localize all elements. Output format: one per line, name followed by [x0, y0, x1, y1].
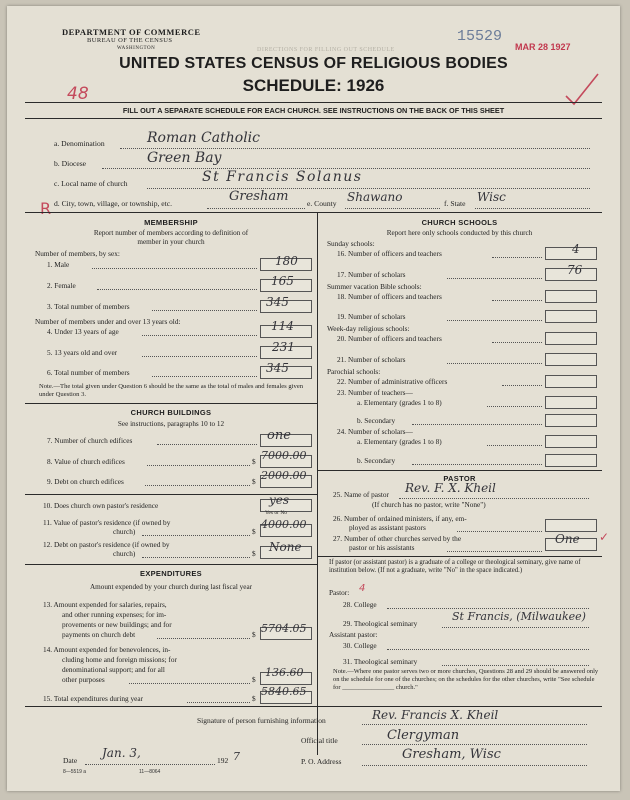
- q24-label: 24. Number of scholars—: [337, 427, 413, 436]
- q17-value: 76: [567, 263, 583, 277]
- q22-label: 22. Number of administrative officers: [337, 377, 448, 386]
- county-line: [345, 208, 440, 209]
- q28-label: 28. College: [343, 600, 377, 609]
- buildings-subtitle: See instructions, paragraphs 10 to 12: [117, 420, 225, 428]
- q11-dollar: $: [252, 527, 256, 536]
- q14-line-4: other purposes: [62, 675, 105, 684]
- date-label: Date: [63, 756, 78, 765]
- q9-leader: [145, 485, 250, 486]
- q11-leader: [142, 535, 250, 536]
- official-title-label: Official title: [301, 736, 338, 745]
- q13-line-1: 13. Amount expended for salaries, repairs,: [43, 600, 167, 609]
- q16-label: 16. Number of officers and teachers: [337, 249, 442, 258]
- faint-show-through-heading: DIRECTIONS FOR FILLING OUT SCHEDULE: [257, 47, 395, 53]
- q27-red-check-icon: ✓: [599, 530, 610, 544]
- q8-value: 7000.00: [261, 449, 307, 462]
- q19-label: 19. Number of scholars: [337, 312, 406, 321]
- q12-label-2: church): [113, 549, 136, 558]
- pastor-red-mark: 4: [359, 583, 366, 594]
- sunday-schools-label: Sunday schools:: [327, 239, 375, 248]
- q8-label: 8. Value of church edifices: [47, 457, 125, 466]
- po-address-value: Gresham, Wisc: [402, 747, 501, 762]
- q4-label: 4. Under 13 years of age: [47, 327, 119, 336]
- schools-heading: CHURCH SCHOOLS: [421, 218, 498, 227]
- membership-subtitle-1: Report number of members according to definition of: [93, 229, 249, 237]
- state-value: Wisc: [477, 190, 506, 204]
- state-line: [475, 208, 590, 209]
- year-prefix: 192: [217, 756, 229, 765]
- top-rule: [25, 102, 602, 103]
- q3-label: 3. Total number of members: [47, 302, 130, 311]
- q13-line-2: and other running expenses; for im-: [62, 610, 167, 619]
- city-line: [207, 208, 305, 209]
- q27-line-1: 27. Number of other churches served by the: [333, 534, 462, 543]
- q25-value: Rev. F. X. Kheil: [405, 481, 496, 495]
- q23b-leader: [412, 424, 542, 425]
- serial-number: 15529: [457, 28, 503, 45]
- q23b-box[interactable]: [545, 414, 597, 427]
- q8-dollar: $: [252, 457, 256, 466]
- q9-value: 2000.00: [261, 469, 307, 482]
- church-name-label: c. Local name of church: [54, 179, 128, 188]
- q26-box[interactable]: [545, 519, 597, 532]
- po-address-line: [362, 765, 587, 766]
- q9-dollar: $: [252, 477, 256, 486]
- members-by-sex-label: Number of members, by sex:: [35, 249, 120, 258]
- q14-line-1: 14. Amount expended for benevolences, in-: [43, 645, 171, 654]
- q23-label: 23. Number of teachers—: [337, 388, 413, 397]
- official-title-value: Clergyman: [387, 728, 460, 743]
- q12-leader: [142, 557, 250, 558]
- year-value: 7: [233, 750, 240, 763]
- q3-leader: [152, 310, 257, 311]
- pastor-note: Note.—Where one pastor serves two or more churches, Questions 28 and 29 should be answered only on the schedule for one of the churches; on the schedules for the other churches, write "See schedule for ________________ church.": [333, 668, 599, 691]
- print-code: 11—8064: [139, 769, 161, 775]
- q18-label: 18. Number of officers and teachers: [337, 292, 442, 301]
- washington-label: WASHINGTON: [117, 46, 156, 51]
- signature-line: [362, 724, 587, 725]
- parochial-schools-label: Parochial schools:: [327, 367, 381, 376]
- weekday-schools-label: Week-day religious schools:: [327, 324, 410, 333]
- assistant-subheading: Assistant pastor:: [329, 630, 378, 639]
- summer-schools-label: Summer vacation Bible schools:: [327, 282, 422, 291]
- pastor-heading: PASTOR: [443, 474, 476, 483]
- church-name-line: [147, 188, 590, 189]
- q27-line-2: pastor or his assistants: [349, 543, 415, 552]
- denomination-line: [120, 148, 590, 149]
- q22-leader: [502, 385, 542, 386]
- q26-leader: [457, 531, 542, 532]
- buildings-heading: CHURCH BUILDINGS: [130, 408, 212, 417]
- column-divider: [317, 212, 318, 755]
- q30-label: 30. College: [343, 641, 377, 650]
- denomination-label: a. Denomination: [54, 139, 105, 148]
- denomination-value: Roman Catholic: [147, 130, 260, 146]
- q13-value: 5704.05: [261, 622, 307, 635]
- membership-subtitle-2: member in your church: [137, 238, 205, 246]
- q14-dollar: $: [252, 675, 256, 684]
- census-schedule-page: [7, 6, 620, 791]
- diocese-value: Green Bay: [147, 150, 222, 166]
- section-divider-top: [25, 212, 602, 213]
- membership-divider: [25, 403, 317, 404]
- schools-subtitle: Report here only schools conducted by this church: [386, 229, 533, 237]
- q20-box[interactable]: [545, 332, 597, 345]
- date-value: Jan. 3,: [102, 746, 141, 760]
- q21-box[interactable]: [545, 353, 597, 366]
- q16-leader: [492, 257, 542, 258]
- q15-leader: [187, 702, 250, 703]
- q23a-leader: [487, 406, 542, 407]
- margin-mark: R: [40, 199, 52, 218]
- q13-line-4: payments on church debt: [62, 630, 136, 639]
- q15-label: 15. Total expenditures during year: [43, 694, 144, 703]
- q10-value: yes: [269, 493, 290, 507]
- q22-box[interactable]: [545, 375, 597, 388]
- q7-label: 7. Number of church edifices: [47, 436, 133, 445]
- q17-label: 17. Number of scholars: [337, 270, 406, 279]
- q1-leader: [92, 268, 257, 269]
- schedule-title: SCHEDULE: 1926: [242, 76, 385, 95]
- q11-label-2: church): [113, 527, 136, 536]
- q13-line-3: provements or new buildings; and for: [62, 620, 172, 629]
- q4-leader: [142, 335, 257, 336]
- bureau-label: BUREAU OF THE CENSUS: [87, 37, 173, 44]
- q28-line: [387, 608, 589, 609]
- q14-value: 136.60: [265, 666, 304, 679]
- q19-leader: [447, 320, 542, 321]
- q12-label-1: 12. Debt on pastor's residence (if owned by: [43, 540, 170, 549]
- q14-line-3: denominational support; and for all: [62, 665, 165, 674]
- date-line: [85, 764, 215, 765]
- q10-label: 10. Does church own pastor's residence: [43, 501, 159, 510]
- signature-divider: [25, 706, 602, 707]
- q18-box[interactable]: [545, 290, 597, 303]
- signature-label: Signature of person furnishing information: [197, 716, 326, 725]
- pastor-subheading: Pastor:: [329, 588, 350, 597]
- q16-box[interactable]: [545, 247, 597, 260]
- buildings-divider: [25, 564, 317, 565]
- church-name-value: St Francis Solanus: [202, 169, 363, 185]
- pastor-divider: [317, 556, 602, 557]
- q14-line-2: cluding home and foreign missions; for: [62, 655, 177, 664]
- q30-line: [387, 649, 589, 650]
- q24a-label: a. Elementary (grades 1 to 8): [357, 437, 442, 446]
- q21-label: 21. Number of scholars: [337, 355, 406, 364]
- q5-value: 231: [272, 340, 295, 354]
- county-label: e. County: [307, 199, 337, 208]
- q11-label-1: 11. Value of pastor's residence (if owned by: [43, 518, 171, 527]
- q12-value: None: [269, 540, 302, 554]
- q4-value: 114: [271, 319, 294, 333]
- schools-divider: [317, 470, 602, 471]
- q18-leader: [492, 300, 542, 301]
- q14-leader: [129, 683, 250, 684]
- q24b-label: b. Secondary: [357, 456, 396, 465]
- under-over-label: Number of members under and over 13 years old:: [35, 317, 181, 326]
- q11-value: 4000.00: [261, 518, 307, 531]
- county-value: Shawano: [347, 190, 403, 204]
- instruction-line: FILL OUT A SEPARATE SCHEDULE FOR EACH CHURCH. SEE INSTRUCTIONS ON THE BACK OF THIS SHEET: [122, 106, 505, 115]
- q20-label: 20. Number of officers and teachers: [337, 334, 442, 343]
- q23a-label: a. Elementary (grades 1 to 8): [357, 398, 442, 407]
- red-check-mark-icon: [562, 70, 602, 110]
- state-label: f. State: [444, 199, 466, 208]
- instruction-rule: [25, 118, 602, 119]
- q15-value: 5840.65: [261, 685, 307, 698]
- q6-label: 6. Total number of members: [47, 368, 130, 377]
- q7-value: one: [267, 428, 291, 443]
- q12-dollar: $: [252, 549, 256, 558]
- form-title: UNITED STATES CENSUS OF RELIGIOUS BODIES: [119, 55, 508, 72]
- q25-note: (If church has no pastor, write "None"): [372, 500, 486, 509]
- q26-line-2: ployed as assistant pastors: [349, 523, 426, 532]
- expenditures-subtitle: Amount expended by your church during last fiscal year: [89, 583, 253, 591]
- q23a-box[interactable]: [545, 396, 597, 409]
- membership-note: Note.—The total given under Question 6 should be the same as the total of males and females given under Question 3.: [39, 383, 304, 398]
- q17-leader: [447, 278, 542, 279]
- q24b-box[interactable]: [545, 454, 597, 467]
- membership-heading: MEMBERSHIP: [144, 218, 198, 227]
- city-label: d. City, town, village, or township, etc.: [54, 199, 173, 208]
- q15-dollar: $: [252, 694, 256, 703]
- q25-label: 25. Name of pastor: [333, 490, 389, 499]
- q6-leader: [152, 376, 257, 377]
- q2-leader: [97, 289, 257, 290]
- q25-line: [399, 498, 589, 499]
- q5-leader: [142, 356, 257, 357]
- q20-leader: [492, 342, 542, 343]
- q27-value: One: [555, 532, 580, 546]
- q7-leader: [157, 444, 257, 445]
- q23b-label: b. Secondary: [357, 416, 396, 425]
- q1-value: 180: [275, 254, 298, 268]
- received-stamp: MAR 28 1927: [515, 42, 571, 52]
- form-code: 8—5519 a: [63, 769, 87, 775]
- q29-value: St Francis, (Milwaukee): [452, 610, 586, 623]
- q29-line: [442, 627, 589, 628]
- q24a-leader: [487, 445, 542, 446]
- q2-label: 2. Female: [47, 281, 76, 290]
- q26-line-1: 26. Number of ordained ministers, if any, em-: [333, 514, 467, 523]
- po-address-label: P. O. Address: [301, 757, 342, 766]
- q8-leader: [147, 465, 250, 466]
- official-title-line: [362, 744, 587, 745]
- signature-value: Rev. Francis X. Kheil: [372, 708, 499, 722]
- expenditures-heading: EXPENDITURES: [140, 569, 202, 578]
- q31-line: [442, 665, 589, 666]
- q1-label: 1. Male: [47, 260, 70, 269]
- q13-leader: [157, 638, 250, 639]
- graduate-note: If pastor (or assistant pastor) is a graduate of a college or theological seminary, give name of institution below. (If not a graduate, write "No" in the space indicated.): [329, 559, 581, 574]
- q6-value: 345: [266, 361, 289, 375]
- q2-value: 165: [271, 274, 294, 288]
- yes-no-hint: Yes or No: [265, 510, 288, 516]
- q24b-leader: [412, 464, 542, 465]
- q21-leader: [447, 363, 542, 364]
- q5-label: 5. 13 years old and over: [47, 348, 118, 357]
- q3-value: 345: [266, 295, 289, 309]
- department-label: DEPARTMENT OF COMMERCE: [62, 27, 201, 37]
- q13-dollar: $: [252, 630, 256, 639]
- q16-value: 4: [572, 242, 580, 256]
- q31-label: 31. Theological seminary: [343, 657, 418, 666]
- diocese-label: b. Diocese: [54, 159, 87, 168]
- q19-box[interactable]: [545, 310, 597, 323]
- q29-label: 29. Theological seminary: [343, 619, 418, 628]
- q24a-box[interactable]: [545, 435, 597, 448]
- code-mark: 48: [67, 84, 89, 104]
- city-value: Gresham: [229, 189, 289, 204]
- q9-label: 9. Debt on church edifices: [47, 477, 124, 486]
- q27-leader: [447, 551, 542, 552]
